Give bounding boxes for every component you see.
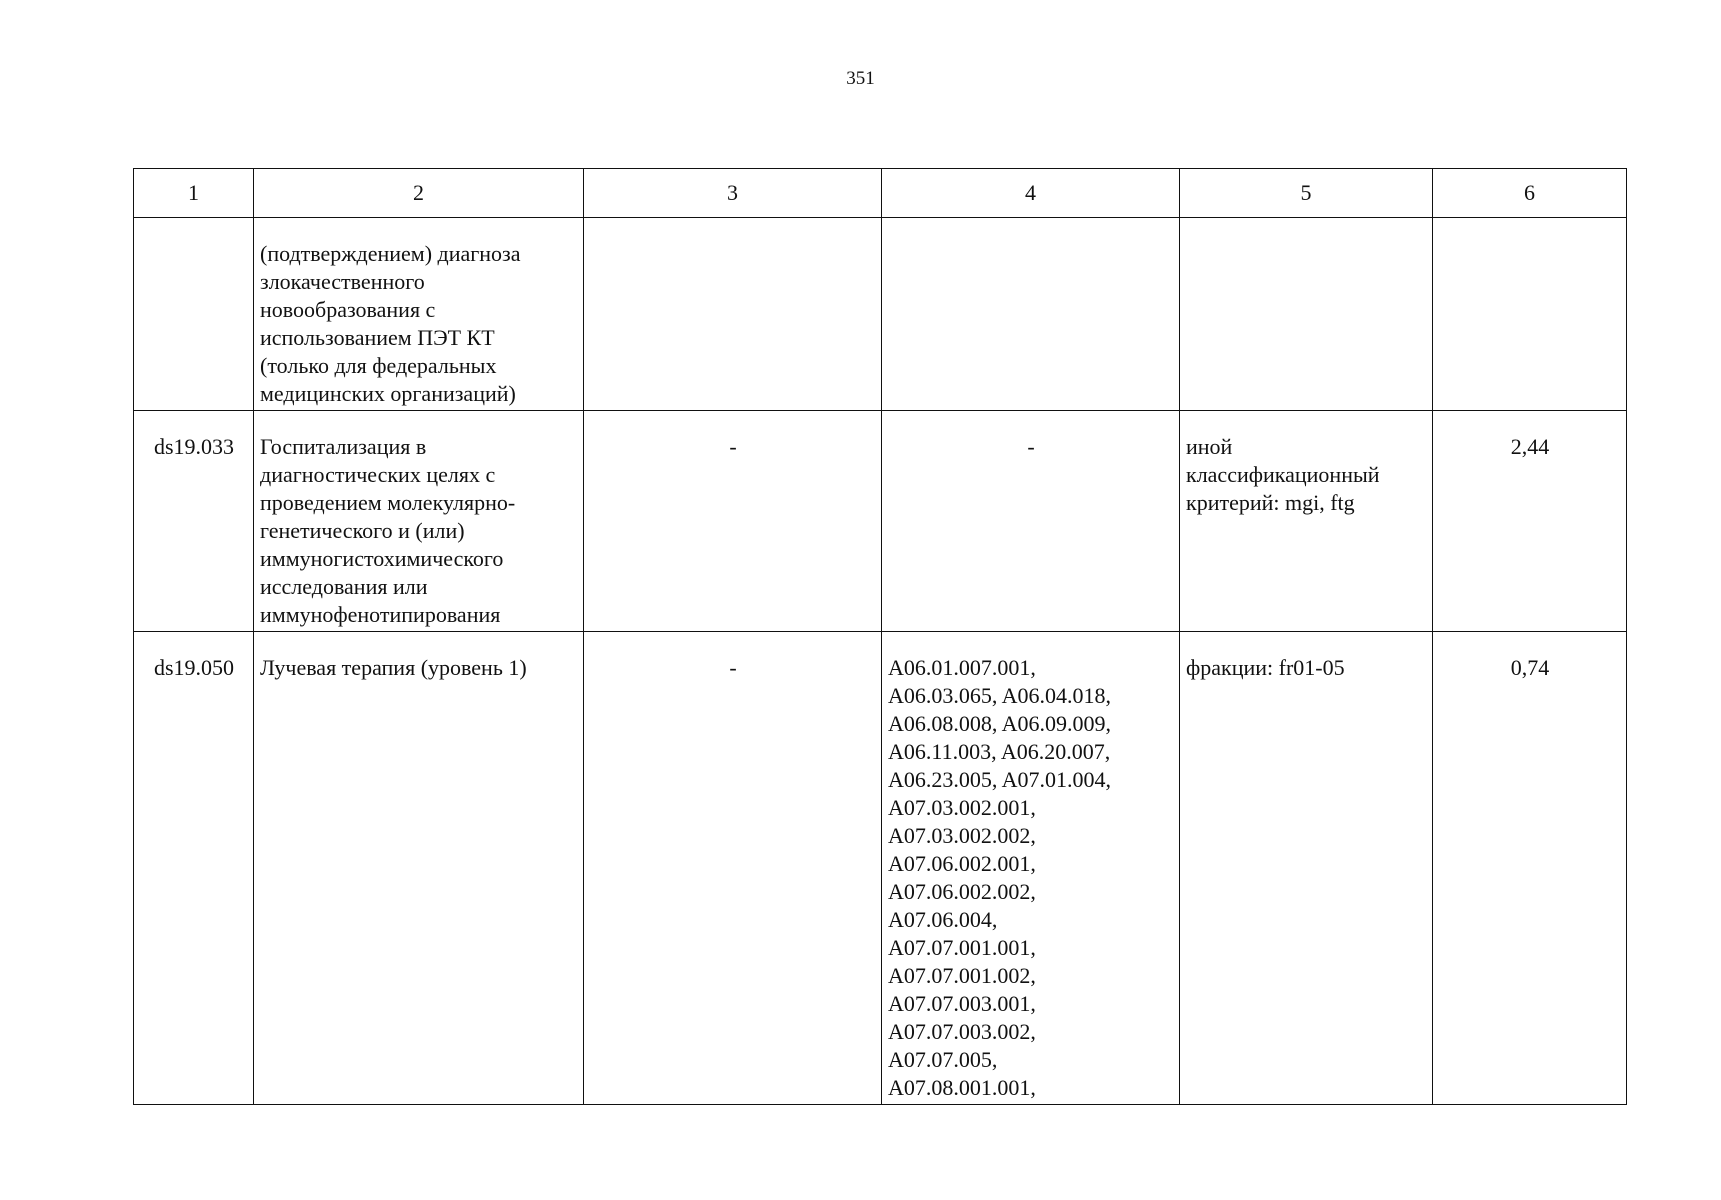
row-coefficient: 0,74 (1510, 655, 1550, 680)
header-col-1: 1 (134, 169, 254, 218)
tariff-table (133, 168, 1627, 1105)
row-name: Лучевая терапия (уровень 1) (260, 655, 527, 680)
row-coefficient: 2,44 (1510, 434, 1550, 459)
row-code: ds19.033 (153, 434, 235, 459)
row-col5: иной классификационный критерий: mgi, ftg (1186, 434, 1380, 515)
table-row (134, 411, 1627, 632)
row-code (134, 218, 253, 242)
row-name: (подтверждением) диагноза злокачественного новообразования с использованием ПЭТ КТ (только для федеральных медицинских организаций) (260, 241, 521, 406)
row-col4: - (1027, 434, 1035, 459)
header-col-2: 2 (254, 169, 584, 218)
table-row (134, 218, 1627, 411)
row-col5: фракции: fr01-05 (1186, 655, 1345, 680)
row-name: Госпитализация в диагностических целях с проведением молекулярно- генетического и (или) иммуногистохимического исследования или иммунофенотипирования (260, 434, 516, 627)
header-col-3: 3 (584, 169, 882, 218)
row-col3 (584, 218, 881, 242)
table-row (134, 632, 1627, 1105)
row-coefficient (1433, 218, 1626, 242)
row-col4: A06.01.007.001, A06.03.065, A06.04.018, A06.08.008, A06.09.009, A06.11.003, A06.20.007, A06.23.005, A07.01.004, A07.03.002.001, A07.03.002.002, A07.06.002.001, A07.06.002.002, A07.06.004, A07.07.001.001, A07.07.001.002, A07.07.003.001, A07.07.003.002, A07.07.005, A07.08.001.001, (888, 655, 1112, 1100)
header-col-6: 6 (1433, 169, 1627, 218)
row-col3: - (729, 655, 737, 680)
row-col5 (1180, 218, 1432, 242)
row-col4 (882, 218, 1179, 242)
header-col-5: 5 (1180, 169, 1433, 218)
row-col3: - (729, 434, 737, 459)
table-header-row (134, 169, 1627, 218)
row-code: ds19.050 (153, 655, 235, 680)
page-number: 351 (846, 68, 875, 89)
header-col-4: 4 (882, 169, 1180, 218)
